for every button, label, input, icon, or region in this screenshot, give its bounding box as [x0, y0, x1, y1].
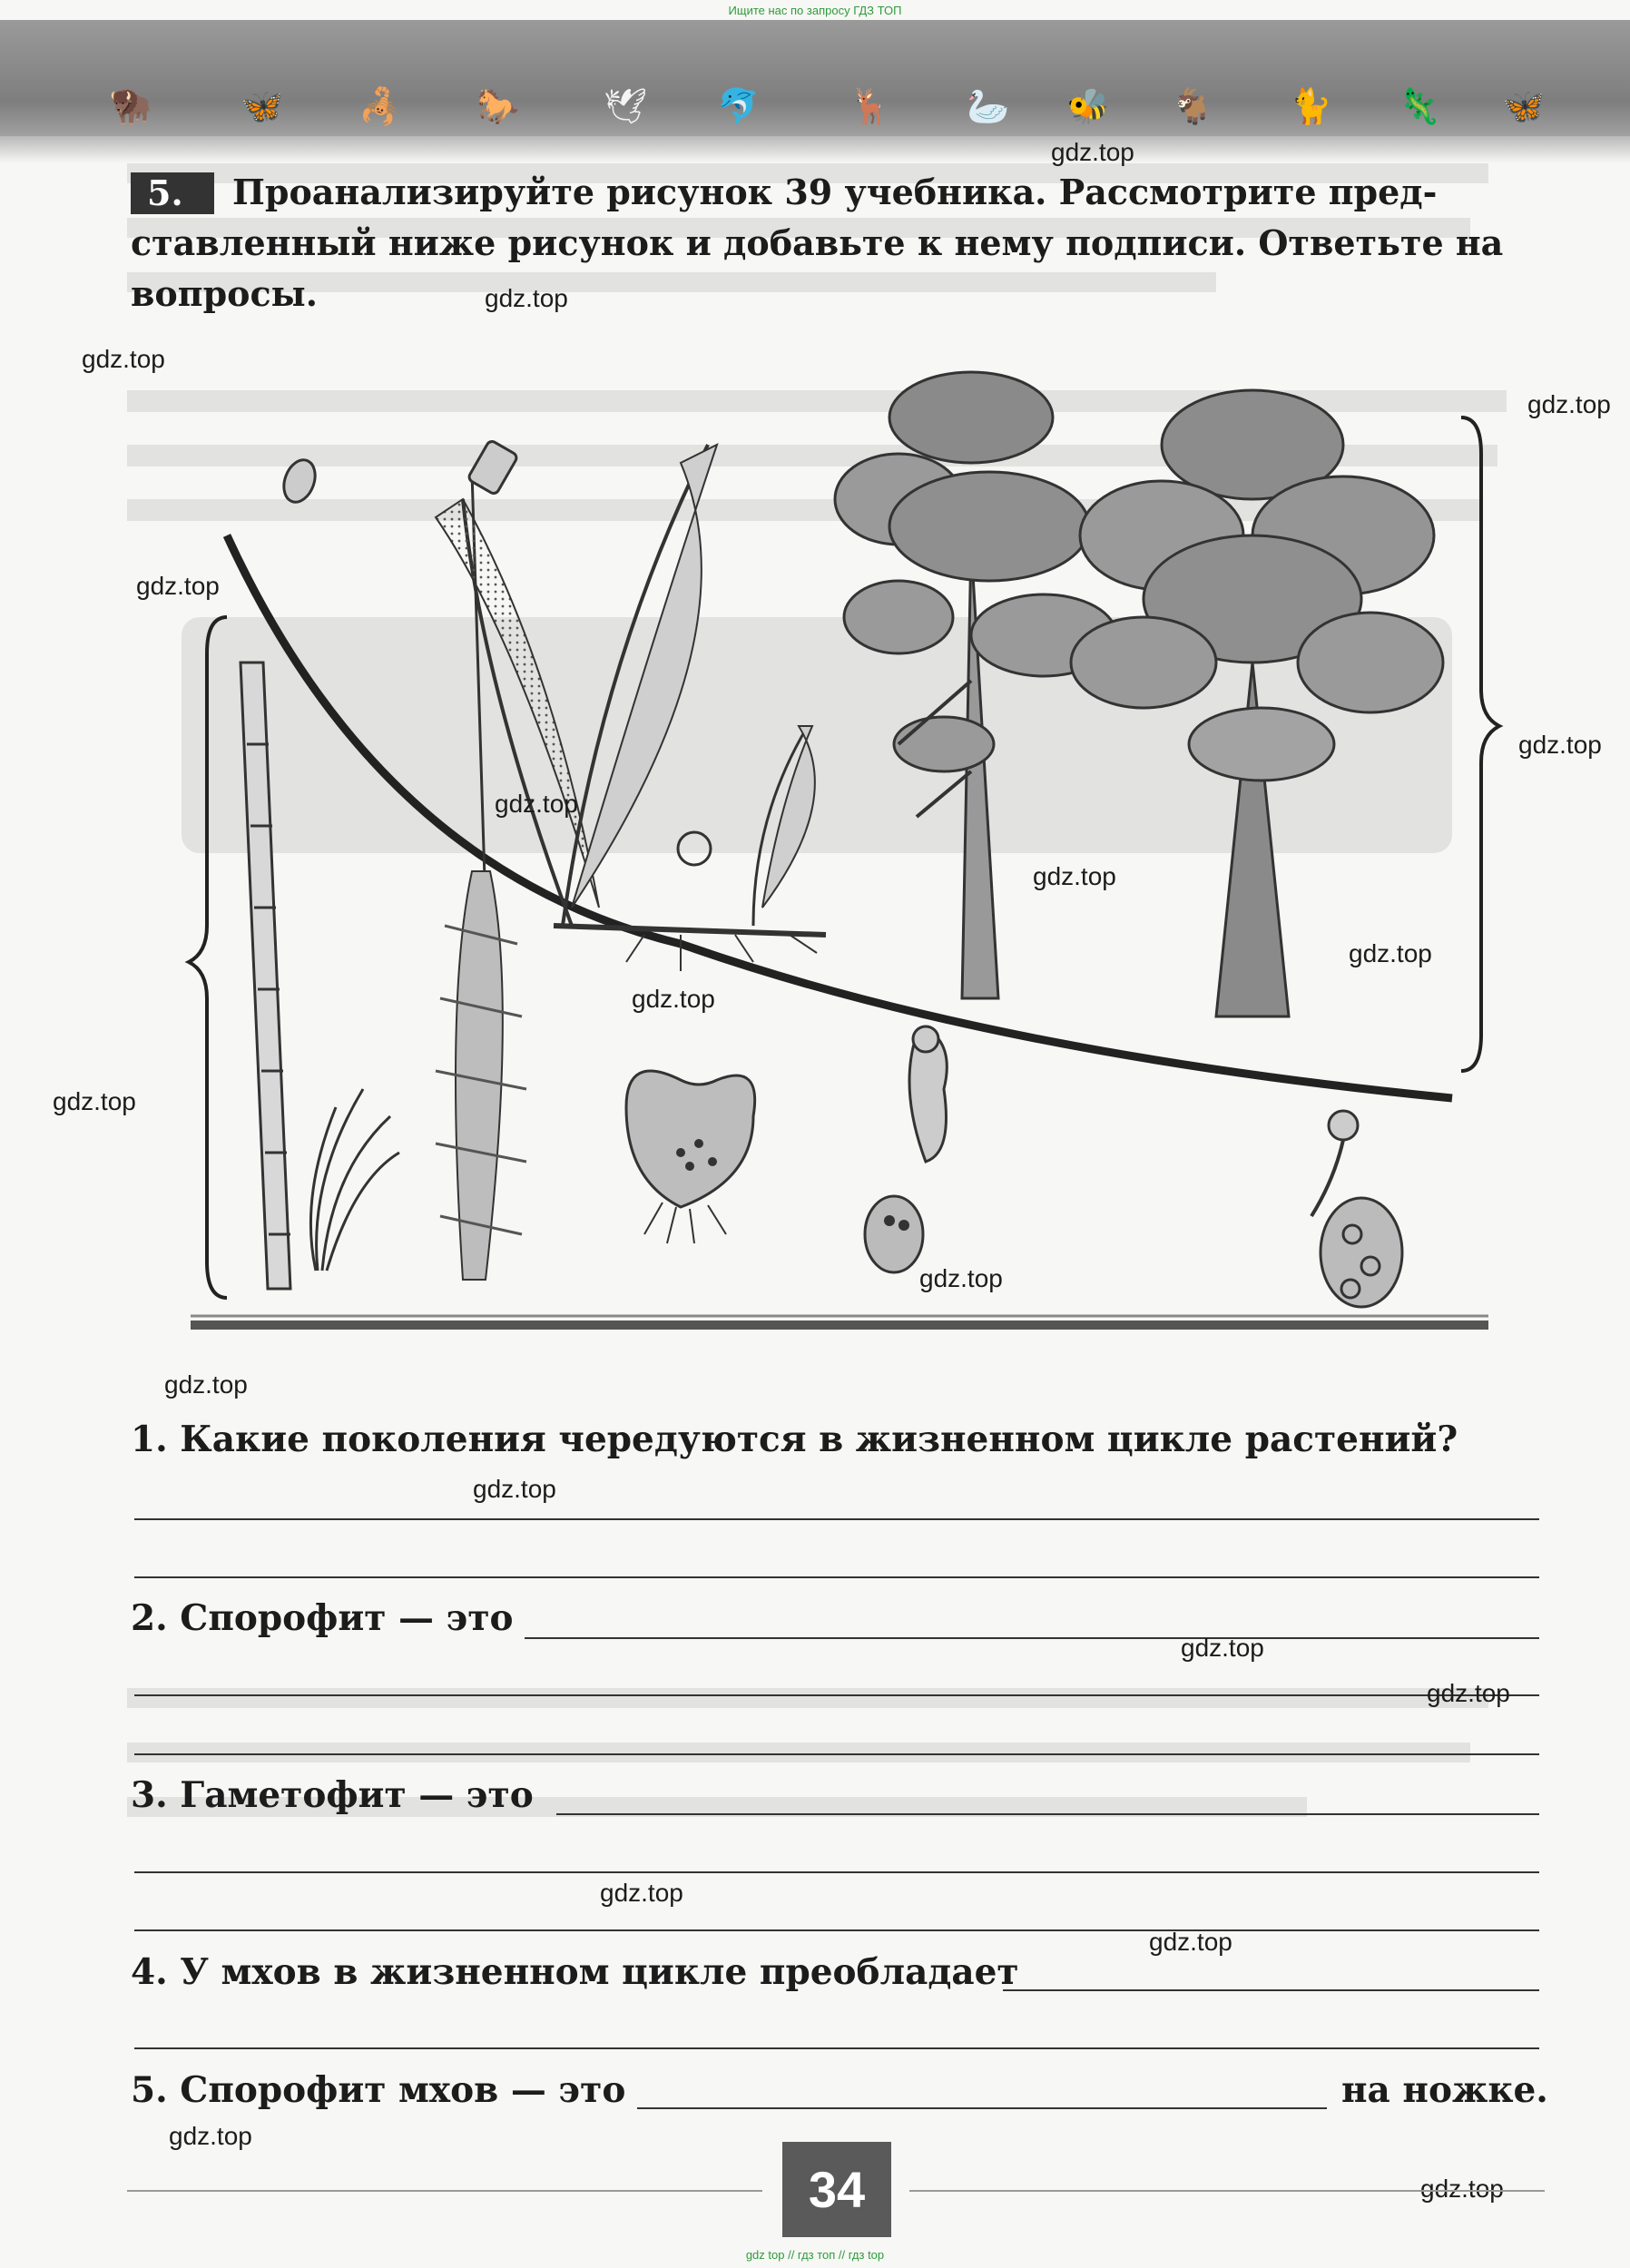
- watermark: gdz.top: [1149, 1928, 1232, 1956]
- watermark: gdz.top: [164, 1370, 248, 1399]
- question-3: 3. Гаметофит — это: [131, 1774, 534, 1816]
- plant-life-cycle-illustration: [172, 363, 1516, 1352]
- watermark: gdz.top: [473, 1475, 556, 1503]
- question-5-suffix: на ножке.: [1341, 2069, 1548, 2111]
- task-text-line-1: Проанализируйте рисунок 39 учебника. Рассмотрите пред-: [232, 172, 1438, 212]
- protonema-tuft: [310, 1089, 399, 1271]
- answer-line: [134, 2047, 1539, 2049]
- answer-line: [134, 1753, 1539, 1755]
- page-number: 34: [782, 2142, 891, 2237]
- answer-line: [134, 1871, 1539, 1873]
- antelope-icon: 🐐: [1171, 86, 1214, 126]
- pine-gametophyte: [865, 1026, 947, 1272]
- watermark: gdz.top: [1518, 731, 1602, 759]
- watermark: gdz.top: [53, 1087, 136, 1115]
- watermark: gdz.top: [919, 1264, 1003, 1292]
- heron-icon: 🦢: [967, 86, 1010, 126]
- watermark: gdz.top: [632, 985, 715, 1013]
- bison-icon: 🦬: [109, 86, 152, 126]
- oak-tree: [1071, 390, 1443, 1016]
- footer-rule: [127, 2190, 762, 2192]
- watermark: gdz.top: [495, 790, 578, 818]
- watermark: gdz.top: [600, 1879, 683, 1907]
- footer-rule: [909, 2190, 1545, 2192]
- pine-tree: [835, 372, 1116, 998]
- answer-line: [134, 1929, 1539, 1931]
- watermark: gdz.top: [1033, 862, 1116, 890]
- bird-icon: 🕊: [604, 86, 648, 126]
- watermark: gdz.top: [169, 2122, 252, 2150]
- watermark: gdz.top: [1181, 1634, 1264, 1662]
- watermark: gdz.top: [136, 572, 220, 600]
- bee-icon: 🐝: [1066, 86, 1110, 126]
- butterfly-icon: 🦋: [241, 86, 284, 126]
- task-text-line-2: ставленный ниже рисунок и добавьте к нему подписи. Ответьте на: [131, 222, 1504, 263]
- answer-line: [637, 2107, 1327, 2109]
- deer-icon: 🦌: [849, 86, 892, 126]
- right-brace: [1461, 417, 1499, 1071]
- watermark: gdz.top: [1420, 2175, 1504, 2203]
- watermark: gdz.top: [1427, 1679, 1510, 1707]
- search-hint: Ищите нас по запросу ГДЗ ТОП: [728, 4, 902, 17]
- answer-line: [134, 1518, 1539, 1520]
- watermark: gdz.top: [82, 345, 165, 373]
- fern-prothallus: [626, 1071, 755, 1243]
- question-2: 2. Спорофит — это: [131, 1597, 514, 1639]
- answer-line: [556, 1813, 1539, 1815]
- cat-icon: 🐈: [1289, 86, 1332, 126]
- left-brace: [189, 617, 227, 1298]
- lizard-icon: 🦎: [1398, 86, 1441, 126]
- watermark: gdz.top: [1349, 939, 1432, 967]
- question-5: 5. Спорофит мхов — это: [131, 2069, 626, 2111]
- butterfly-icon: 🦋: [1502, 86, 1546, 126]
- task-text-line-3: вопросы.: [131, 273, 318, 314]
- answer-line: [134, 1694, 1539, 1696]
- watermark: gdz.top: [485, 284, 568, 312]
- dolphin-icon: 🐬: [717, 86, 761, 126]
- answer-line: [134, 1576, 1539, 1578]
- watermark: gdz.top: [1051, 138, 1134, 166]
- flowering-plant-gametophyte: [1311, 1111, 1402, 1307]
- answer-line: [1003, 1989, 1539, 1991]
- task-number-badge: 5.: [131, 172, 214, 214]
- scorpion-icon: 🦂: [358, 86, 402, 126]
- watermark: gdz.top: [1527, 390, 1611, 418]
- horse-icon: 🐎: [476, 86, 520, 126]
- footer-links[interactable]: gdz top // гдз топ // гдз top: [745, 2248, 885, 2262]
- algae-filament: [241, 663, 290, 1289]
- question-4: 4. У мхов в жизненном цикле преобладает: [131, 1951, 1019, 1993]
- question-1: 1. Какие поколения чередуются в жизненном цикле растений?: [131, 1419, 1458, 1460]
- answer-line: [525, 1637, 1539, 1639]
